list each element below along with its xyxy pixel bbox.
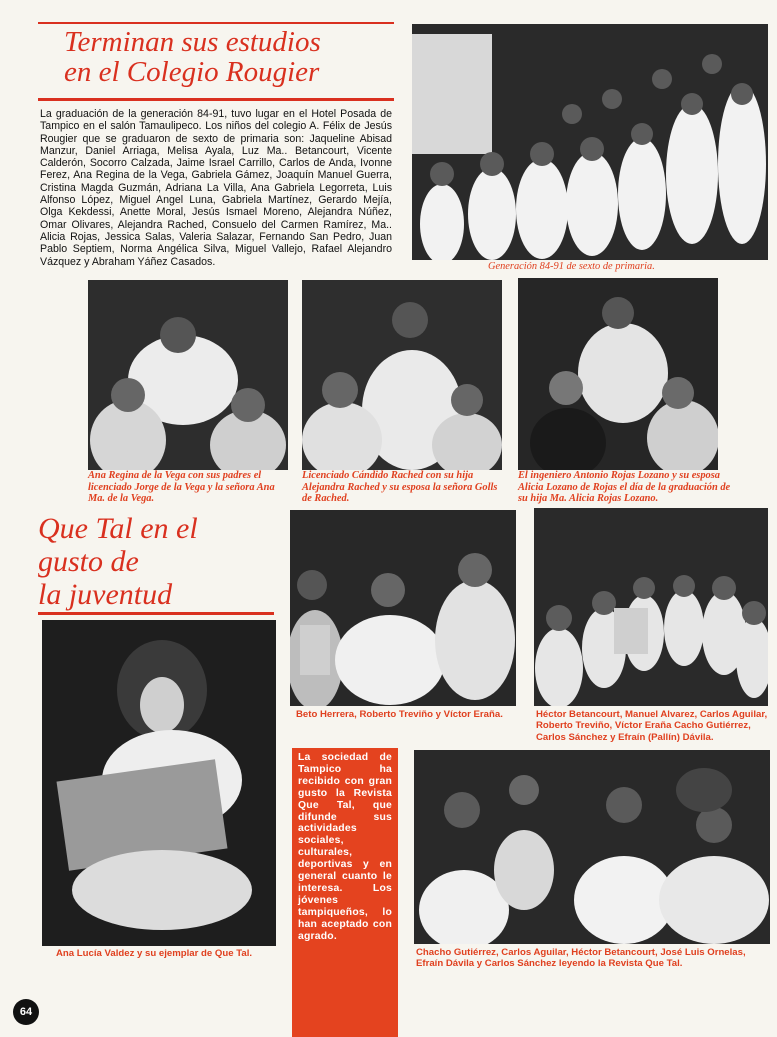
caption-ana-lucia: Ana Lucía Valdez y su ejemplar de Que Tal.: [56, 948, 253, 959]
headline-rule-top: [38, 22, 394, 24]
caption-chacho: Chacho Gutiérrez, Carlos Aguilar, Héctor Betancourt, José Luis Ornelas, Efraín Dávila y Carlos Sánchez leyendo la Revista Que Tal.: [416, 947, 746, 970]
headline-terminan: [64, 28, 394, 87]
photo-rojas: [518, 278, 718, 470]
photo-ana-lucia: [42, 620, 276, 946]
headline2-line-2: gusto de: [38, 545, 139, 578]
headline-rule: [38, 98, 394, 101]
sidebar-red-box: [292, 748, 398, 1037]
sidebar-text: La sociedad de Tampico ha recibido con gran gusto la Revista Que Tal, que difunde sus actividades sociales, culturales, deportivas y en general cuanto le interesa. Los jóvenes tampiqueños, lo han aceptado con agrado.: [298, 752, 392, 942]
caption-beto: Beto Herrera, Roberto Treviño y Víctor Eraña.: [296, 709, 503, 720]
photo-generation: [412, 24, 768, 260]
caption-generation: Generación 84-91 de sexto de primaria.: [488, 261, 655, 272]
photo-rached: [302, 280, 502, 470]
photo-hector: [534, 508, 768, 706]
headline-line-2: en el Colegio Rougier: [64, 55, 320, 88]
page-number: 64: [13, 999, 39, 1025]
photo-chacho: [414, 750, 770, 944]
caption-rojas: El ingeniero Antonio Rojas Lozano y su esposa Alicia Lozano de Rojas el día de la graduación de su hija Ma. Alicia Rojas Lozano.: [518, 470, 731, 505]
caption-rached: Licenciado Cándido Rached con su hija Alejandra Rached y su esposa la señora Golls de Rached.: [302, 470, 498, 505]
headline2-rule: [38, 612, 274, 615]
headline-que-tal: [38, 512, 278, 611]
caption-hector: Héctor Betancourt, Manuel Alvarez, Carlos Aguilar, Roberto Treviño, Víctor Eraña Cacho Gutiérrez, Carlos Sánchez y Efraín (Pallín) Dávila.: [536, 709, 768, 743]
headline2-line-1: Que Tal en el: [38, 512, 198, 545]
caption-ana-regina: Ana Regina de la Vega con sus padres el licenciado Jorge de la Vega y la señora Ana Ma. de la Vega.: [88, 470, 275, 505]
article-body: La graduación de la generación 84-91, tuvo lugar en el Hotel Posada de Tampico en el salón Tamaulipeco. Los niños del colegio A. Félix de Jesús Rougier que se graduaron de sexto de primaria son: Jaqueline Abisad Manzur, Daniel Arriaga, Melisa Ayala, Luz Ma.. Betancourt, Vicente Calderón, Socorro Calzada, Jaime Israel Carrillo, Carlos de Anda, Ivonne Ferez, Ana Regina de la Vega, Gabriela Gámez, Joaquín Manuel Guerra, Cristina Magda Guzmán, Adriana La Villa, Ana Gabriela Legorreta, Luis Alfonso López, Miguel Angel Luna, Gabriela Martínez, Gerardo Mejía, Olga Kekdessi, Anette Moral, Jesús Ismael Moreno, Alejandra Núñez, Omar Olivares, Alejandra Rached, Consuelo del Carmen Ramírez, Ma.. Alicia Rojas, Jessica Salas, Valeria Salazar, Fernando San Pedro, Juan Pablo Septiem, Norma Angélica Silva, Miguel Vallejo, Rafael Alejandro Vázquez y Abraham Yáñez Casados.: [40, 108, 392, 268]
headline-line-1: Terminan sus estudios: [64, 26, 321, 58]
headline2-line-3: la juventud: [38, 578, 173, 611]
photo-ana-regina: [88, 280, 288, 470]
photo-beto: [290, 510, 516, 706]
